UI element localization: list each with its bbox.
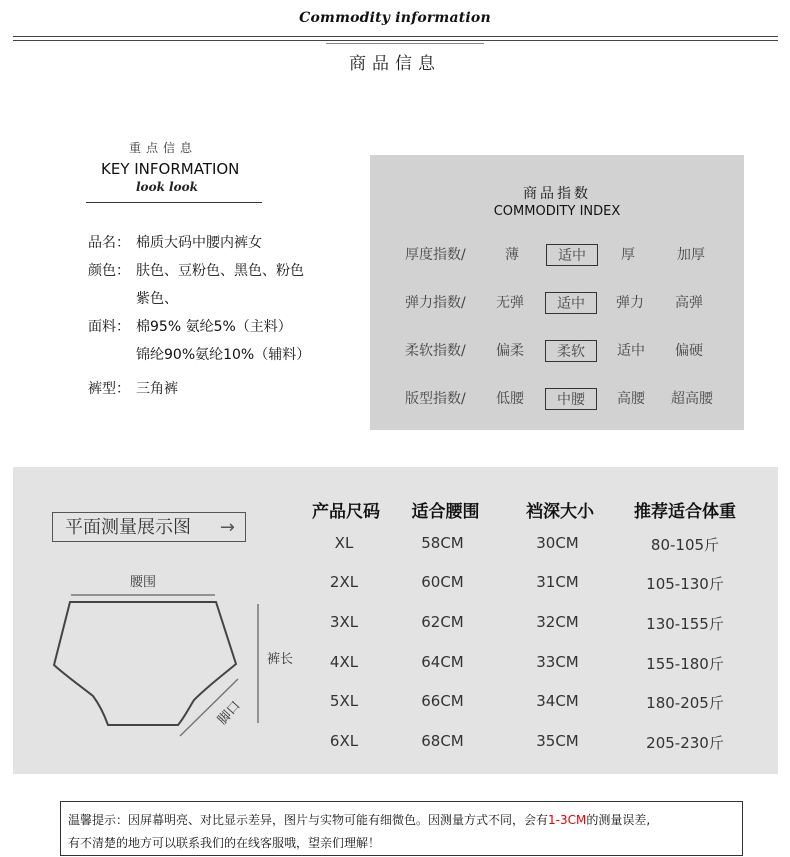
header-rule-bottom [13,40,778,41]
info-value: 肤色、豆粉色、黑色、粉色 [136,263,304,279]
info-row-name [88,232,262,252]
index-label: 柔软指数/ [405,343,466,359]
cell-size: 4XL [329,653,359,671]
leg-label: 脚口 [215,698,244,728]
notice-text: 的测量误差, [586,813,651,827]
cell-waist: 64CM [421,653,464,671]
length-label: 裤长 [267,652,294,667]
info-row-type [88,378,178,398]
header-weight: 推荐适合体重 [634,502,736,522]
index-label: 版型指数/ [405,391,466,407]
index-option: 高腰 [617,391,645,407]
cell-size: XL [334,534,354,552]
page-title: 商品信息 [349,54,441,74]
info-value: 紫色、 [136,291,178,307]
info-value: 棉质大码中腰内裤女 [136,235,262,251]
info-value: 棉95% 氨纶5%（主料） [136,319,292,335]
index-row-fit [405,388,735,410]
cell-rise: 34CM [536,692,579,710]
cell-weight: 180-205斤 [646,694,724,712]
key-info-title-cn: 重点信息 [129,141,198,155]
cell-rise: 30CM [536,534,579,552]
index-option: 无弹 [496,295,524,311]
cell-size: 2XL [329,573,359,591]
info-label: 品名： [88,235,130,251]
index-option-selected: 中腰 [545,388,597,410]
index-option-selected: 适中 [546,244,598,266]
commodity-index-title-cn: 商品指数 [523,186,591,202]
size-row [0,613,790,635]
cell-size: 6XL [329,732,359,750]
cell-waist: 66CM [421,692,464,710]
index-option: 偏硬 [675,343,703,359]
cell-weight: 155-180斤 [646,655,724,673]
index-option: 超高腰 [671,391,713,407]
header-script-title: Commodity information [299,10,491,26]
index-label: 弹力指数/ [405,295,466,311]
info-row-fabric-cont [88,344,310,364]
key-info-script: look look [136,180,198,194]
info-value: 三角裤 [136,381,178,397]
commodity-index-title-en: COMMODITY INDEX [493,204,621,219]
cell-waist: 58CM [421,534,464,552]
notice-text: 温馨提示：因屏幕明亮、对比显示差异，图片与实物可能有细微色。因测量方式不同，会有 [68,813,549,827]
index-option: 加厚 [677,247,705,263]
index-option-selected: 柔软 [545,340,597,362]
index-option: 弹力 [616,295,644,311]
notice-line-1 [68,809,742,832]
flat-measure-label: 平面测量展示图 [65,517,191,538]
size-row [0,653,790,675]
waist-label: 腰围 [130,575,157,590]
size-row [0,573,790,595]
cell-rise: 33CM [536,653,579,671]
cell-rise: 35CM [536,732,579,750]
info-label: 裤型： [88,381,130,397]
info-row-fabric [88,316,292,336]
cell-weight: 80-105斤 [650,536,720,554]
header-size: 产品尺码 [312,502,380,522]
index-row-softness [405,340,735,362]
cell-weight: 205-230斤 [646,734,724,752]
header-rise: 裆深大小 [526,502,594,522]
key-info-underline [86,202,262,203]
size-row [0,692,790,714]
arrow-right-icon: → [219,517,235,538]
key-info-title-en: KEY INFORMATION [101,160,240,178]
notice-highlight: 1-3CM [548,813,587,827]
cell-waist: 62CM [421,613,464,631]
index-option: 高弹 [675,295,703,311]
index-row-thickness [405,244,735,266]
notice-line-2: 有不清楚的地方可以联系我们的在线客服哦，望亲们理解！ [68,836,381,850]
header-title-underline [326,43,484,44]
cell-weight: 105-130斤 [646,575,724,593]
cell-waist: 60CM [421,573,464,591]
index-option: 低腰 [496,391,524,407]
header-waist: 适合腰围 [411,502,480,522]
info-value: 锦纶90%氨纶10%（辅料） [136,347,311,363]
index-option: 薄 [505,247,519,263]
info-row-color-cont [88,288,178,308]
cell-rise: 31CM [536,573,579,591]
info-label: 面料： [88,319,130,335]
index-row-elasticity [405,292,735,314]
cell-size: 5XL [329,692,359,710]
size-row [0,732,790,754]
info-label: 颜色： [88,263,130,279]
index-option: 偏柔 [496,343,524,359]
cell-waist: 68CM [421,732,464,750]
notice-box [60,801,743,856]
cell-rise: 32CM [536,613,579,631]
index-option: 厚 [621,247,635,263]
index-label: 厚度指数/ [405,247,466,263]
cell-size: 3XL [329,613,359,631]
header-rule-top [13,36,778,37]
index-option: 适中 [617,343,645,359]
cell-weight: 130-155斤 [646,615,724,633]
info-row-color [88,260,304,280]
index-option-selected: 适中 [545,292,597,314]
size-row [0,534,790,556]
